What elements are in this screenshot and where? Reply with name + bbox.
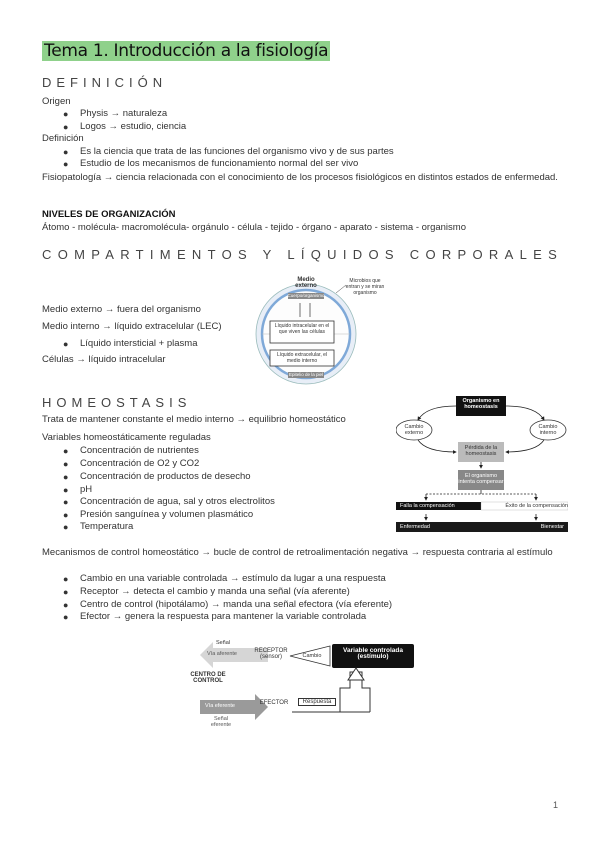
right-oval-label: Cambio interno — [538, 424, 558, 436]
section-heading-definicion: DEFINICIÓN — [42, 75, 168, 90]
variable-item-5: ● Concentración de agua, sal y otros electrolitos — [63, 496, 275, 507]
efector-label: EFECTOR — [259, 700, 289, 706]
section-heading-homeostasis: HOMEOSTASIS — [42, 395, 192, 410]
right-bar-label: Éxito de la compensación — [505, 503, 568, 509]
outer-label: Medio externo — [295, 277, 317, 289]
variable-item-7: ● Temperatura — [63, 521, 134, 532]
variable-label: Variable controlada (estímulo) — [343, 647, 403, 660]
page-number: 1 — [552, 800, 558, 810]
variable-item-2: ● Concentración de O2 y CO2 — [63, 458, 200, 469]
celulas-text: Células → líquido intracelular — [42, 354, 166, 365]
cambio-label: Cambio — [302, 653, 322, 659]
origen-item-2: ● Logos → estudio, ciencia — [63, 121, 187, 132]
centro-label: CENTRO DE CONTROL — [190, 672, 226, 684]
homeostasis-line-1: Trata de mantener constante el medio interno → equilibrio homeostático — [42, 414, 346, 425]
variable-item-4: ● pH — [63, 484, 93, 495]
extracellular-label: Líquido extracelular, el medio interno — [276, 352, 328, 364]
variable-item-6: ● Presión sanguínea y volumen plasmático — [63, 509, 254, 520]
arrow-top-right — [506, 406, 544, 420]
medio-interno-text: Medio interno → líquido extracelular (LEC) — [42, 321, 222, 332]
middle-box-label: Pérdida de la homeostasis — [464, 445, 498, 457]
niveles-heading: NIVELES DE ORGANIZACIÓN — [42, 209, 176, 220]
definicion-label: Definición — [42, 133, 84, 144]
top-box-label: Organismo en homeostasis — [462, 398, 500, 410]
mecanismo-item-3: ● Centro de control (hipotálamo) → manda una señal efectora (vía eferente) — [63, 599, 393, 610]
efferent-label: Vía eferente — [205, 703, 235, 709]
intracellular-label: Líquido intracelular en el que viven las células — [274, 323, 330, 335]
mecanismo-item-2: ● Receptor → detecta el cambio y manda una señal (vía aferente) — [63, 586, 350, 597]
mecanismo-item-1: ● Cambio en una variable controlada → estímulo da lugar a una respuesta — [63, 573, 386, 584]
niveles-text: Átomo - molécula- macromolécula- orgánulo - célula - tejido - órgano - aparato - sistema - organismo — [42, 222, 466, 233]
top-band-label: Cuerpo/organismo — [287, 293, 325, 298]
section-heading-compartimentos: COMPARTIMENTOS Y LÍQUIDOS CORPORALES — [42, 247, 564, 262]
variable-item-1: ● Concentración de nutrientes — [63, 445, 199, 456]
left-oval-label: Cambio externo — [404, 424, 424, 436]
origen-item-1: ● Physis → naturaleza — [63, 108, 168, 119]
bottom-box-label: El organismo intenta compensar — [458, 473, 504, 485]
mecanismo-item-4: ● Efector → genera la respuesta para mantener la variable controlada — [63, 611, 367, 622]
arrow-right-mid — [506, 440, 544, 452]
afferent-label: Vía aferente — [207, 651, 237, 657]
homeostasis-line-2: Variables homeostáticamente reguladas — [42, 432, 211, 443]
page-title: Tema 1. Introducción a la fisiología — [44, 41, 329, 61]
arrow-top-left — [418, 406, 456, 420]
callout-label: Microbios que entran y se miran organismo — [345, 278, 385, 296]
liquido-intersticial-item: ● Líquido intersticial + plasma — [63, 338, 198, 349]
definicion-item-2: ● Estudio de los mecanismos de funcionamiento normal del ser vivo — [63, 158, 359, 169]
mecanismos-intro: Mecanismos de control homeostático → bucle de control de retroalimentación negativa → respuesta contraria al estímulo — [42, 547, 553, 558]
variable-item-3: ● Concentración de productos de desecho — [63, 471, 251, 482]
homeostasis-diagram-svg — [396, 396, 568, 536]
bottom-band-label: Epitelio de la piel — [288, 372, 324, 377]
origen-label: Origen — [42, 96, 71, 107]
definicion-item-1: ● Es la ciencia que trata de las funciones del organismo vivo y de sus partes — [63, 146, 394, 157]
compartments-diagram — [248, 275, 388, 387]
receptor-label: RECEPTOR (sensor) — [254, 648, 288, 660]
signal-bottom-label: Señal eferente — [210, 716, 232, 728]
respuesta-label: Respuesta — [298, 698, 336, 706]
left-bar-label: Falla la compensación — [400, 503, 455, 509]
fisiopatologia-paragraph: Fisiopatología → ciencia relacionada con el conocimiento de los procesos fisiológicos en distintos estados de enfermedad. — [42, 172, 558, 183]
left-result-label: Enfermedad — [400, 524, 430, 530]
signal-top-label: Señal — [215, 640, 231, 646]
arrow-left-mid — [418, 440, 456, 452]
feedback-diagram — [180, 638, 420, 730]
medio-externo-text: Medio externo → fuera del organismo — [42, 304, 201, 315]
homeostasis-diagram — [396, 396, 568, 536]
right-result-label: Bienestar — [540, 524, 564, 530]
